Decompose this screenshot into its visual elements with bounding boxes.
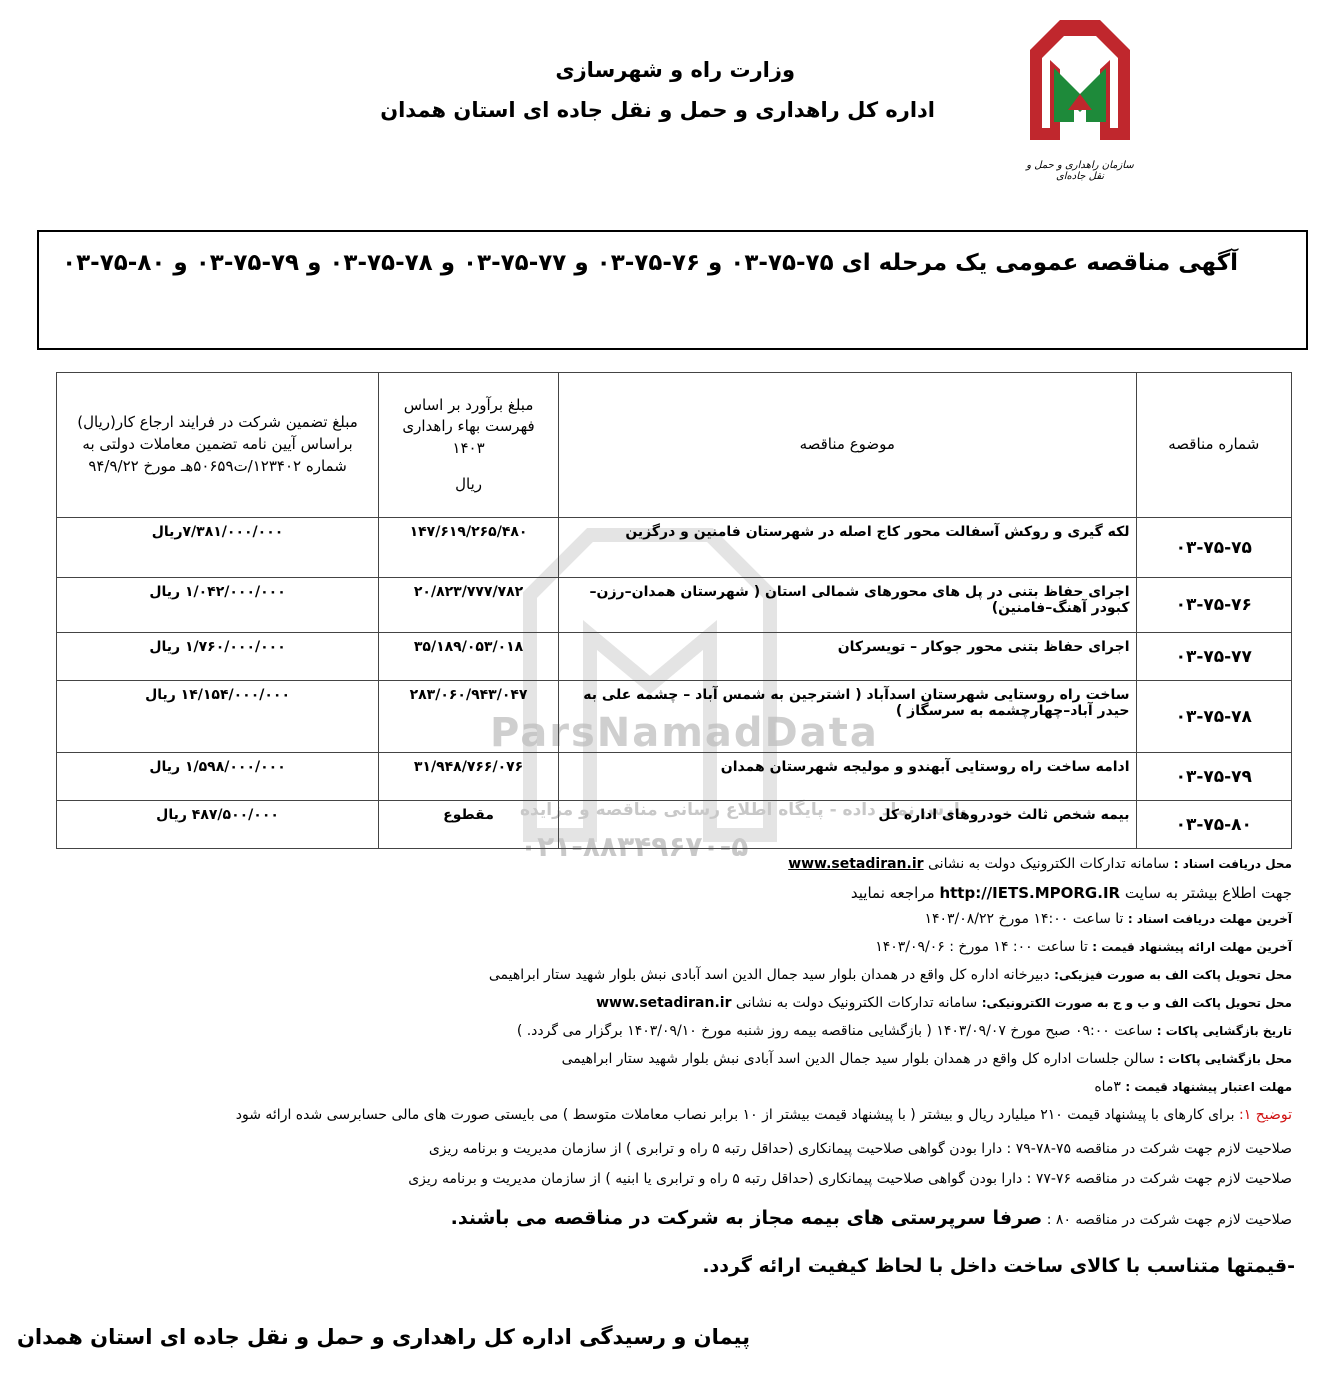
header-estimate-label: مبلغ برآورد بر اساس فهرست بهاء راهداری ۱۴۰۳ (402, 395, 535, 457)
title-box (37, 230, 1308, 350)
note-text: برای کارهای با پیشنهاد قیمت ۲۱۰ میلیارد ریال و بیشتر ( با پیشنهاد قیمت بیشتر از ۱۰ برابر نصاب معاملات متوسط ) می بایستی صورت های مالی حسابرسی شده ارائه شود (235, 1107, 1240, 1123)
validity-label: مهلت اعتبار پیشنهاد قیمت : (1125, 1080, 1292, 1094)
tender-subject: ساخت راه روستایی شهرستان اسدآباد ( اشترجین به شمس آباد – چشمه علی به حیدر آباد–چهارچشمه به سرسگاز ) (559, 681, 1137, 753)
tender-number: ۰۳-۷۵-۷۹ (1136, 753, 1291, 801)
tenders-table (56, 372, 1292, 849)
doc-place-text: سامانه تدارکات الکترونیک دولت به نشانی (923, 856, 1174, 872)
opening-date-label: تاریخ بازگشایی پاکات : (1156, 1024, 1292, 1038)
logo-emblem-icon (1020, 10, 1140, 180)
tender-title: آگهی مناقصه عمومی یک مرحله ای ۷۵-۷۵-۰۳ و ۷۶-۷۵-۰۳ و ۷۷-۷۵-۰۳ و ۷۸-۷۵-۰۳ و ۷۹-۷۵-۰۳ و ۸۰-۷۵-۰۳ (62, 250, 1238, 276)
tender-guarantee: ۱/۵۹۸/۰۰۰/۰۰۰ ریال (57, 753, 379, 801)
opening-date-line (517, 1023, 1292, 1039)
iets-link[interactable]: http://IETS.MPORG.IR (939, 884, 1121, 902)
electronic-delivery-text: سامانه تدارکات الکترونیک دولت به نشانی (731, 995, 982, 1011)
physical-delivery-text: دبیرخانه اداره کل واقع در همدان بلوار سید جمال الدین اسد آبادی نبش بلوار شهید ستار ابراهیمی (488, 967, 1055, 983)
tender-guarantee: ۴۸۷/۵۰۰/۰۰۰ ریال (57, 801, 379, 849)
doc-place-line (788, 856, 1292, 872)
setad-link-2[interactable]: www.setadiran.ir (596, 995, 732, 1011)
bid-deadline-line (875, 939, 1292, 955)
setad-link[interactable]: www.setadiran.ir (788, 856, 924, 872)
physical-delivery-label: محل تحویل پاکت الف به صورت فیزیکی: (1054, 968, 1292, 982)
validity-line (1094, 1079, 1292, 1095)
tender-guarantee: ۱۴/۱۵۴/۰۰۰/۰۰۰ ریال (57, 681, 379, 753)
qualification-line-1: صلاحیت لازم جهت شرکت در مناقصه ۷۵-۷۸-۷۹ : دارا بودن گواهی صلاحیت پیمانکاری (حداقل رتبه ۵ راه و ترابری ) از سازمان مدیریت و برنامه ریزی (428, 1141, 1292, 1157)
tender-guarantee: ۷/۳۸۱/۰۰۰/۰۰۰ریال (57, 518, 379, 578)
tender-estimate: ۳۱/۹۴۸/۷۶۶/۰۷۶ (379, 753, 559, 801)
table-row (57, 578, 1292, 633)
tender-subject: لکه گیری و روکش آسفالت محور کاج اصله در شهرستان فامنین و درگزین (559, 518, 1137, 578)
physical-delivery-line (489, 967, 1292, 983)
qualification-3-label: صلاحیت لازم جهت شرکت در مناقصه ۸۰ : (1042, 1212, 1292, 1228)
doc-deadline-line (924, 911, 1292, 927)
qualification-3-text: صرفا سرپرستی های بیمه مجاز به شرکت در مناقصه می باشند. (450, 1207, 1043, 1229)
electronic-delivery-label: محل تحویل پاکت الف و ب و ج به صورت الکترونیکی: (981, 996, 1292, 1010)
table-row (57, 633, 1292, 681)
watermark-caption: پارس نماد داده - پایگاه اطلاع رسانی مناقصه و مزایده (520, 800, 967, 820)
ministry-name: وزارت راه و شهرسازی (555, 58, 795, 82)
tender-subject: اجرای حفاظ بتنی محور جوکار – تویسرکان (559, 633, 1137, 681)
tender-number: ۰۳-۷۵-۷۵ (1136, 518, 1291, 578)
header-subject: موضوع مناقصه (559, 373, 1137, 518)
doc-deadline-text: تا ساعت ۱۴:۰۰ مورخ ۱۴۰۳/۰۸/۲۲ (924, 911, 1128, 927)
tender-guarantee: ۱/۷۶۰/۰۰۰/۰۰۰ ریال (57, 633, 379, 681)
directorate-name: اداره کل راهداری و حمل و نقل جاده ای استان همدان (380, 98, 935, 122)
electronic-delivery-line (596, 995, 1292, 1011)
table-row (57, 681, 1292, 753)
table-row (57, 753, 1292, 801)
doc-place-label: محل دریافت اسناد : (1173, 857, 1292, 871)
header-guarantee: مبلغ تضمین شرکت در فرایند ارجاع کار(ریال) براساس آیین نامه تضمین معاملات دولتی به شماره ۱۲۳۴۰۲/ت۵۰۶۵۹هـ مورخ ۹۴/۹/۲۲ (57, 373, 379, 518)
note-label: توضیح ۱: (1239, 1107, 1292, 1123)
footer-signature: پیمان و رسیدگی اداره کل راهداری و حمل و نقل جاده ای استان همدان (16, 1325, 750, 1349)
tender-number: ۰۳-۷۵-۷۷ (1136, 633, 1291, 681)
tender-subject: ادامه ساخت راه روستایی آبهندو و مولیجه شهرستان همدان (559, 753, 1137, 801)
more-info-post: مراجعه نمایید (850, 884, 940, 902)
tender-estimate: ۲۰/۸۲۳/۷۷۷/۷۸۲ (379, 578, 559, 633)
header-estimate (379, 373, 559, 518)
table-row (57, 518, 1292, 578)
tender-guarantee: ۱/۰۴۲/۰۰۰/۰۰۰ ریال (57, 578, 379, 633)
bid-deadline-text: تا ساعت ۰۰: ۱۴ مورخ : ۱۴۰۳/۰۹/۰۶ (875, 939, 1093, 955)
table-header-row (57, 373, 1292, 518)
tender-estimate: ۱۴۷/۶۱۹/۲۶۵/۴۸۰ (379, 518, 559, 578)
table-row (57, 801, 1292, 849)
header-number: شماره مناقصه (1136, 373, 1291, 518)
more-info-pre: جهت اطلاع بیشتر به سایت (1120, 884, 1292, 902)
opening-date-text: ساعت ۰۹:۰۰ صبح مورخ ۱۴۰۳/۰۹/۰۷ ( بازگشایی مناقصه بیمه روز شنبه مورخ ۱۴۰۳/۰۹/۱۰ برگزار می گردد. ) (516, 1023, 1157, 1039)
doc-deadline-label: آخرین مهلت دریافت اسناد : (1127, 912, 1292, 926)
qualification-line-3 (451, 1207, 1292, 1229)
tender-subject: بیمه شخص ثالث خودروهای اداره کل (559, 801, 1137, 849)
more-info-line (851, 884, 1292, 902)
tender-estimate: ۳۵/۱۸۹/۰۵۳/۰۱۸ (379, 633, 559, 681)
prices-note: -قیمتها متناسب با کالای ساخت داخل با لحاظ کیفیت ارائه گردد. (702, 1255, 1295, 1277)
opening-place-text: سالن جلسات اداره کل واقع در همدان بلوار سید جمال الدین اسد آبادی نبش بلوار شهید ستار ابراهیمی (561, 1051, 1160, 1067)
tender-estimate: مقطوع (379, 801, 559, 849)
opening-place-line (562, 1051, 1292, 1067)
opening-place-label: محل بازگشایی پاکات : (1159, 1052, 1292, 1066)
header-estimate-unit: ریال (455, 474, 482, 493)
tender-number: ۰۳-۷۵-۷۸ (1136, 681, 1291, 753)
bid-deadline-label: آخرین مهلت ارائه پیشنهاد قیمت : (1092, 940, 1292, 954)
tender-subject: اجرای حفاظ بتنی در پل های محورهای شمالی استان ( شهرستان همدان–رزن–کبودر آهنگ–فامنین) (559, 578, 1137, 633)
logo-caption: سازمان راهداری و حمل و نقل جاده‌ای (1026, 160, 1134, 182)
tender-number: ۰۳-۷۵-۸۰ (1136, 801, 1291, 849)
organization-logo (1020, 10, 1140, 180)
watermark-brand: ParsNamadData (490, 710, 879, 756)
tender-number: ۰۳-۷۵-۷۶ (1136, 578, 1291, 633)
tender-estimate: ۲۸۳/۰۶۰/۹۴۳/۰۴۷ (379, 681, 559, 753)
validity-text: ۳ماه (1094, 1079, 1126, 1095)
qualification-line-2: صلاحیت لازم جهت شرکت در مناقصه ۷۶-۷۷ : دارا بودن گواهی صلاحیت پیمانکاری (حداقل رتبه ۵ راه و ترابری یا ابنیه ) از سازمان مدیریت و برنامه ریزی (408, 1171, 1292, 1187)
watermark-phone: ۰۲۱-۸۸۳۴۹۶۷۰-۵ (520, 830, 749, 863)
note-line (236, 1107, 1292, 1123)
